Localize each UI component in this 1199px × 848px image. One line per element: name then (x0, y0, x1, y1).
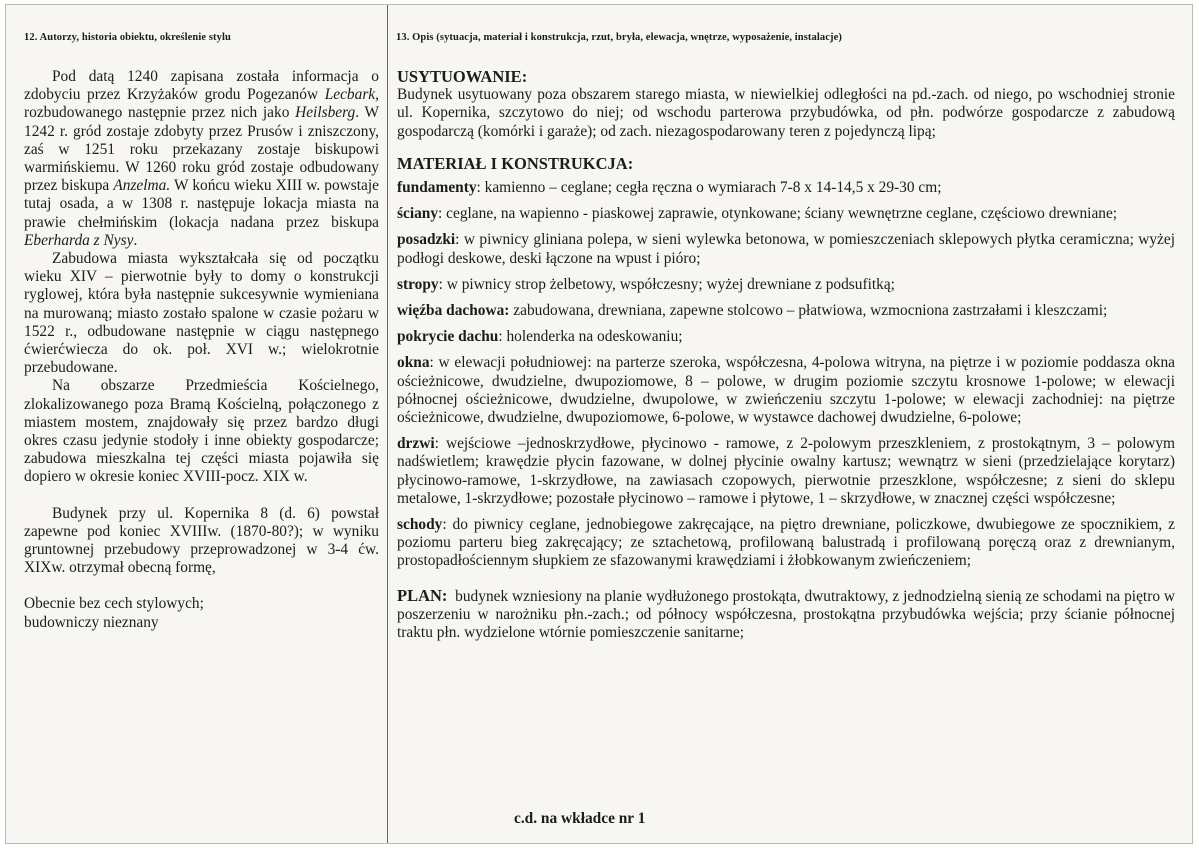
plan-title: PLAN: (397, 585, 448, 605)
history-column (24, 68, 379, 632)
section-13-header: 13. Opis (sytuacja, materiał i konstrukcja, rzut, bryła, elewacja, wnętrze, wyposażenie, instalacje) (396, 32, 842, 43)
construction-item: okna: w elewacji południowej: na parterze szeroka, współczesna, 4-polowa witryna, na piętrze i w poziomie poddasza okna ościeżnicowe, dwudzielne, dwupoziomowe, 8 – polowe, w drugim poziomie szczytu krosnowe 1-polowe; w elewacji północnej ościeżnicowe, dwudzielne, dwupolowe, w zwieńczeniu szczytu 1-polowe; w elewacji zachodniej: na piętrze ościeżnicowe, dwudzielne, dwupoziomowe, 6-polowe, w wystawce dachowej dwudzielne, 6-polowe; (397, 354, 1175, 427)
material-title: MATERIAŁ I KONSTRUKCJA: (397, 153, 634, 173)
construction-item-text: w elewacji południowej: na parterze szeroka, współczesna, 4-polowa witryna, na piętrze i w poziomie poddasza okna ościeżnicowe, dwudzielne, dwupoziomowe, 8 – polowe, w drugim poziomie szczytu krosnowe 1-polowe; w elewacji północnej ościeżnicowe, dwudzielne, dwupolowe, w zwieńczeniu szczytu 1-polowe; w elewacji zachodniej: na piętrze ościeżnicowe, dwudzielne, dwupoziomowe, 6-polowe, w wystawce dachowej dwudzielne, 6-polowe; (397, 354, 1175, 427)
construction-item-text: ceglane, na wapienno - piaskowej zaprawie, otynkowane; ściany wewnętrzne ceglane, częściowo drewniane; (446, 205, 1118, 223)
construction-item-label: więźba dachowa: (397, 302, 510, 320)
usytuowanie-text: Budynek usytuowany poza obszarem starego miasta, w niewielkiej odległości na pd.-zach. od niego, po wschodniej stronie ul. Kopernika, szczytowo do niej; od wschodu parterowa przybudówka, od płn. podwórze gospodarcze z zabudową gospodarczą (komórki i garaże); od zach. niezagospodarowany teren z pojedynczą lipą; (397, 86, 1175, 140)
construction-item-text: w piwnicy gliniana polepa, w sieni wylewka betonowa, w pomieszczeniach sklepowych płytka ceramiczna; wyżej podłogi deskowe, deski łączone na wpust i pióro; (397, 231, 1175, 267)
construction-item: schody: do piwnicy ceglane, jednobiegowe zakręcające, na piętro drewniane, policzkowe, dwubiegowe ze spocznikiem, z poziomu parteru bieg zakręcający; ze sztachetową, profilowaną balustradą i profilowaną poręczą oraz z drewnianym, prostopadłościennym słupkiem ze sfazowanymi krawędziami i żłobkowanym zwieńczeniem; (397, 516, 1176, 570)
construction-item-label: stropy (397, 275, 439, 293)
document-sheet (5, 4, 1193, 844)
continuation-note: c.d. na wkładce nr 1 (514, 810, 646, 827)
construction-item (397, 302, 1175, 320)
construction-item-label: okna (397, 354, 430, 372)
history-paragraph-1: Pod datą 1240 zapisana została informacja o zdobyciu przez Krzyżaków grodu Pogezanów Lecbark, rozbudowanego następnie przez nich jako Heilsberg. W 1242 r. gród zostaje zdobyty przez Prusów i zniszczony, zaś w 1251 roku przekazany zostaje biskupowi warmińskiemu. W 1260 roku gród zostaje odbudowany przez biskupa Anzelma. W końcu wieku XIII w. powstaje tutaj osada, a w 1308 r. następuje lokacja miasta na prawie chełmińskim (lokacja nadana przez biskupa Eberharda z Nysy. (24, 68, 380, 249)
construction-item: drzwi: wejściowe –jednoskrzydłowe, płycinowo - ramowe, z 2-polowym przeszkleniem, z prostokątnym, 3 – polowym nadświetlem; krawędzie płycin fazowane, w dolnej płycinie owalny kartusz; wewnątrz w sieni (przedzielające korytarz) płycinowo-ramowe, 1-skrzydłowe, na zawiasach czopowych, pierwotnie przeszklone, współczesne; z sieni do sklepu metalowe, 1-skrzydłowe; pozostałe płycinowo – ramowe i płytowe, 1 – skrzydłowe, w znacznej części współczesne; (397, 435, 1175, 507)
construction-item-text: zabudowana, drewniana, zapewne stolcowo – płatwiowa, wzmocniona zastrzałami i kleszczami; (513, 302, 1108, 320)
construction-item: stropy: w piwnicy strop żelbetowy, współczesny; wyżej drewniane z podsufitką; (397, 275, 895, 293)
construction-item-text: wejściowe –jednoskrzydłowe, płycinowo - ramowe, z 2-polowym przeszkleniem, z prostokątnym, 3 – polowym nadświetlem; krawędzie płycin fazowane, w dolnej płycinie owalny kartusz; wewnątrz w sieni (przedzielające korytarz) płycinowo-ramowe, 1-skrzydłowe, na zawiasach czopowych, pierwotnie przeszklone, współczesne; z sieni do sklepu metalowe, 1-skrzydłowe; pozostałe płycinowo – ramowe i płytowe, 1 – skrzydłowe, w znacznej części współczesne; (397, 435, 1175, 507)
construction-item: ściany: ceglane, na wapienno - piaskowej zaprawie, otynkowane; ściany wewnętrzne ceglane, częściowo drewniane; (397, 205, 1118, 223)
construction-item-label: posadzki (397, 231, 456, 249)
construction-item-label: drzwi (397, 435, 435, 453)
construction-items (397, 179, 1175, 571)
construction-item-label: ściany (397, 205, 439, 223)
construction-item-label: fundamenty (397, 179, 477, 197)
construction-item-text: holenderka na odeskowaniu; (506, 328, 683, 346)
history-paragraph-2: Zabudowa miasta wykształcała się od początku wieku XIV – pierwotnie były to domy o konstrukcji ryglowej, która była następnie sukcesywnie wymieniana na murowaną; miasto zostało spalone w czasie pożaru w 1522 r., odbudowane następnie w ciągu następnego ćwierćwiecza do ok. poł. XVI w.; wielokrotnie przebudowane. (24, 250, 379, 377)
construction-item-label: pokrycie dachu (397, 328, 499, 346)
history-paragraph-4: Budynek przy ul. Kopernika 8 (d. 6) powstał zapewne pod koniec XVIIIw. (1870-80?); w wyniku gruntownej przebudowy przeprowadzonej w 3-4 ćw. XIXw. otrzymał obecną formę, (24, 504, 379, 577)
history-paragraph-3: Na obszarze Przedmieścia Kościelnego, zlokalizowanego poza Bramą Kościelną, połączonego z miastem mostem, znajdowały się przez bardzo długi okres czasu jedynie stodoły i inne obiekty gospodarcze; zabudowa mieszkalna tej części miasta pojawiła się dopiero w okresie koniec XVIII-pocz. XIX w. (24, 377, 379, 486)
construction-item: pokrycie dachu: holenderka na odeskowaniu; (397, 328, 683, 346)
column-divider (387, 5, 388, 843)
construction-item-text: kamienno – ceglane; cegła ręczna o wymiarach 7-8 x 14-14,5 x 29-30 cm; (484, 179, 942, 197)
construction-item: posadzki: w piwnicy gliniana polepa, w sieni wylewka betonowa, w pomieszczeniach sklepowych płytka ceramiczna; wyżej podłogi deskowe, deski łączone na wpust i pióro; (397, 231, 1175, 267)
construction-item: fundamenty: kamienno – ceglane; cegła ręczna o wymiarach 7-8 x 14-14,5 x 29-30 cm; (397, 179, 942, 197)
plan-paragraph: PLAN: budynek wzniesiony na planie wydłużonego prostokąta, dwutraktowy, z jednodzielną sienią ze schodami na piętro w poszerzeniu w narożniku płn.-zach.; od północy współczesna, prostokątna przybudówka wejścia; przy ścianie północnej traktu płn. wydzielone wtórnie pomieszczenie sanitarne; (397, 585, 1175, 642)
description-column (397, 68, 1175, 650)
construction-item-label: schody (397, 516, 443, 534)
style-summary: Obecnie bez cech stylowych; budowniczy nieznany (24, 595, 204, 631)
section-12-header: 12. Autorzy, historia obiektu, określenie stylu (24, 32, 231, 43)
construction-item-text: do piwnicy ceglane, jednobiegowe zakręcające, na piętro drewniane, policzkowe, dwubiegowe ze spocznikiem, z poziomu parteru bieg zakręcający; ze sztachetową, profilowaną balustradą i profilowaną poręczą oraz z drewnianym, prostopadłościennym słupkiem ze sfazowanymi krawędziami i żłobkowanym zwieńczeniem; (397, 516, 1176, 570)
construction-item-text: w piwnicy strop żelbetowy, współczesny; wyżej drewniane z podsufitką; (446, 275, 895, 293)
usytuowanie-title: USYTUOWANIE: (397, 67, 528, 86)
